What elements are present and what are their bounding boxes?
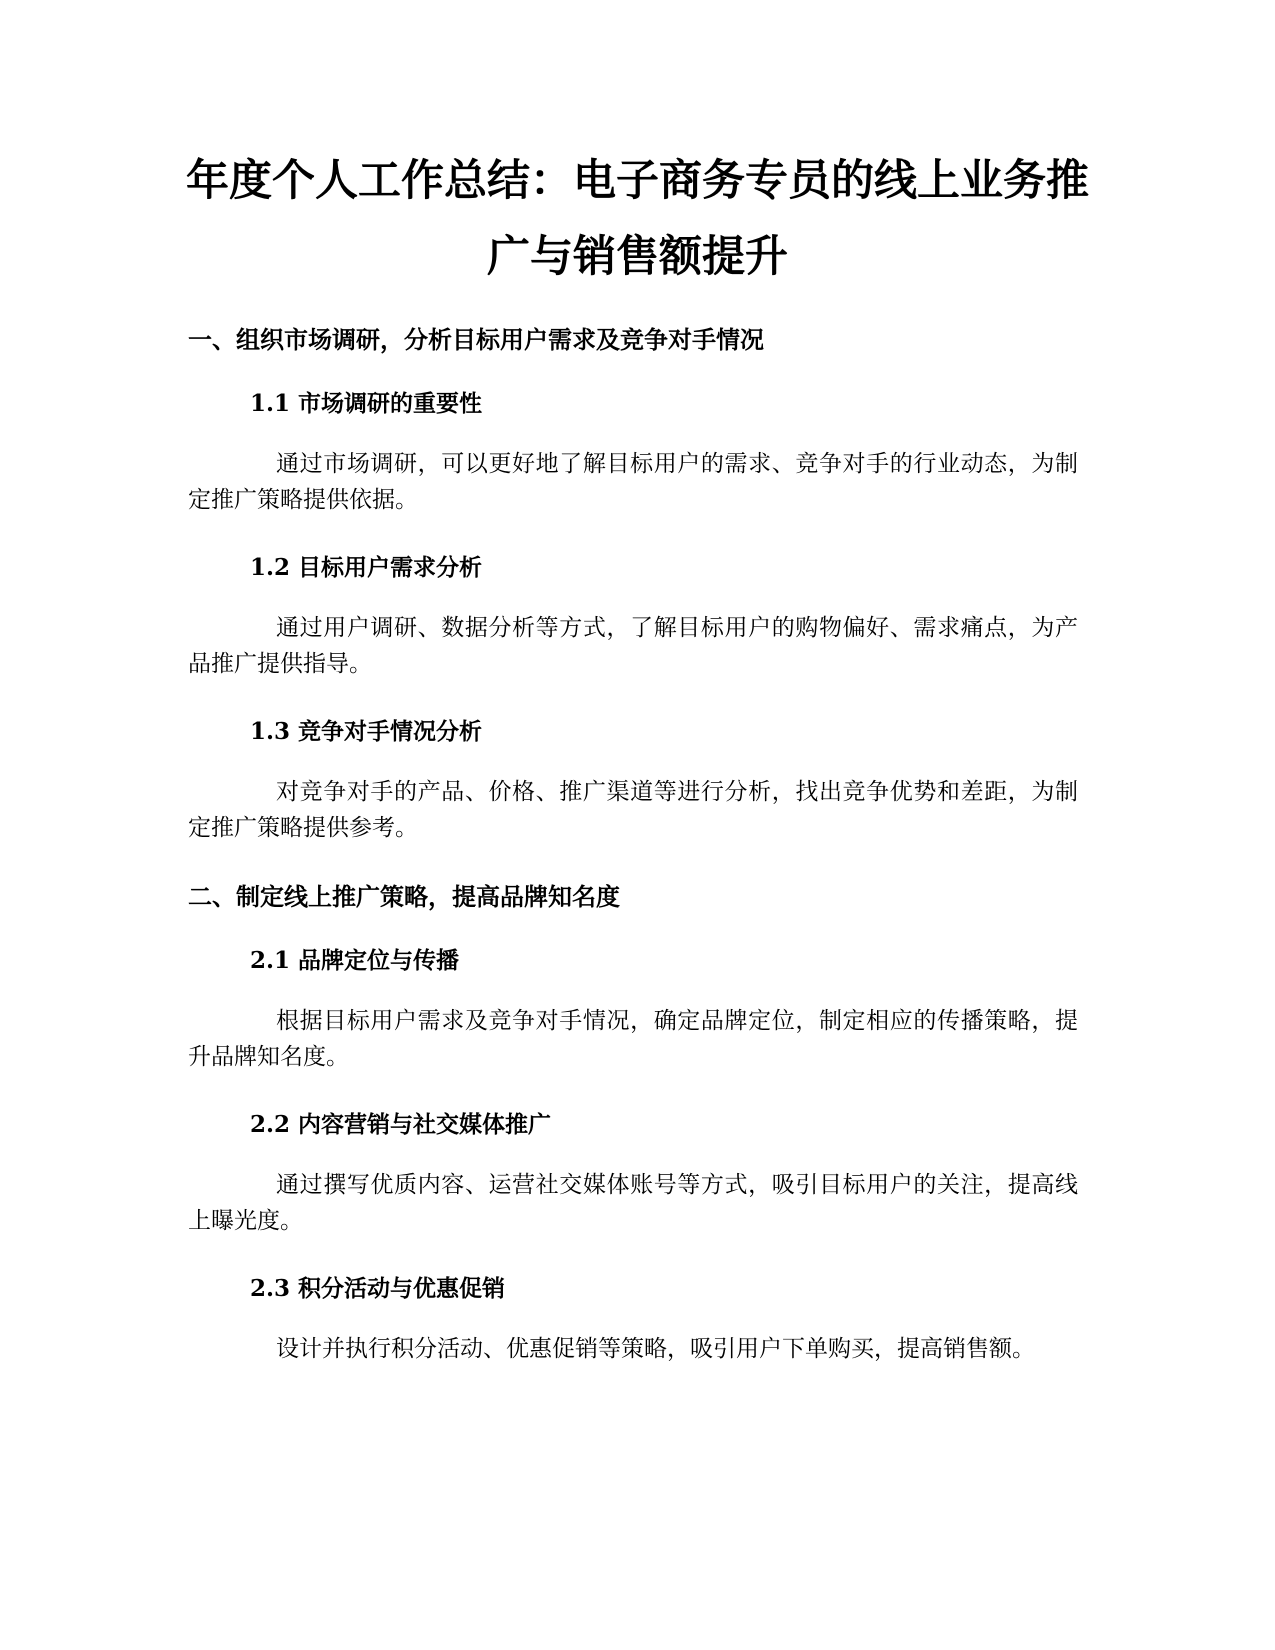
subsection-heading: 1.1 市场调研的重要性: [250, 390, 483, 417]
paragraph: 根据目标用户需求及竞争对手情况，确定品牌定位，制定相应的传播策略，提升品牌知名度。: [188, 1008, 1078, 1070]
subsection-heading: 1.3 竞争对手情况分析: [250, 718, 483, 745]
paragraph: 通过撰写优质内容、运营社交媒体账号等方式，吸引目标用户的关注，提高线上曝光度。: [188, 1172, 1078, 1234]
document-title: 年度个人工作总结：电子商务专员的线上业务推广与销售额提升: [186, 156, 1089, 282]
section-heading: 一、组织市场调研，分析目标用户需求及竞争对手情况: [188, 326, 764, 354]
section-heading: 二、制定线上推广策略，提高品牌知名度: [188, 883, 620, 911]
paragraph: 通过市场调研，可以更好地了解目标用户的需求、竞争对手的行业动态，为制定推广策略提供依据。: [188, 451, 1078, 513]
subsection-heading: 2.2 内容营销与社交媒体推广: [250, 1111, 552, 1138]
paragraph: 对竞争对手的产品、价格、推广渠道等进行分析，找出竞争优势和差距，为制定推广策略提供参考。: [188, 779, 1078, 841]
paragraph: 设计并执行积分活动、优惠促销等策略，吸引用户下单购买，提高销售额。: [276, 1336, 1035, 1362]
subsection-heading: 2.3 积分活动与优惠促销: [250, 1275, 506, 1302]
subsection-heading: 2.1 品牌定位与传播: [250, 947, 460, 974]
subsection-heading: 1.2 目标用户需求分析: [250, 554, 483, 581]
paragraph: 通过用户调研、数据分析等方式，了解目标用户的购物偏好、需求痛点，为产品推广提供指导。: [188, 615, 1078, 677]
